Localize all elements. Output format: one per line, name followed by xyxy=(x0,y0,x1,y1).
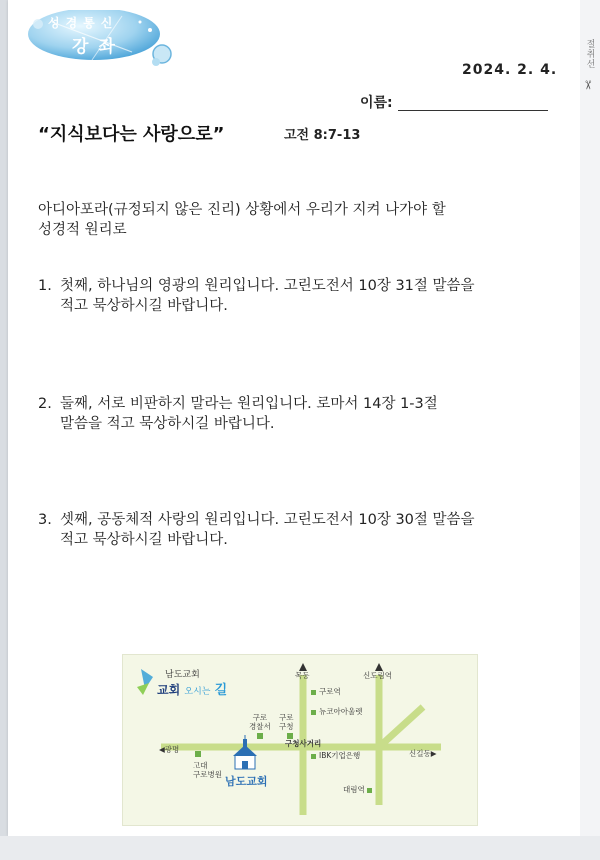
item-number: 1. xyxy=(38,278,52,294)
course-badge-logo xyxy=(22,10,172,68)
map-church-name: 남도교회 xyxy=(225,775,268,788)
map-label-gwangmyeong: ◀광명 xyxy=(159,745,180,754)
map-label-ibk: IBK기업은행 xyxy=(311,751,360,760)
lesson-title: “지식보다는 사랑으로” xyxy=(38,124,225,145)
map-title-c: 길 xyxy=(214,683,228,698)
bottom-margin xyxy=(0,836,600,860)
item-line-2: 말씀을 적고 묵상하시길 바랍니다. xyxy=(60,416,275,432)
item-line-2: 적고 묵상하시길 바랍니다. xyxy=(60,298,228,314)
map-marker xyxy=(311,754,316,759)
list-item xyxy=(38,394,558,434)
intro-text xyxy=(38,200,538,240)
item-line-1: 둘째, 서로 비판하지 말라는 원리입니다. 로마서 14장 1-3절 xyxy=(60,396,438,412)
item-line-1: 셋째, 공동체적 사랑의 원리입니다. 고린도전서 10장 30절 말씀을 xyxy=(60,512,475,528)
map-marker-police xyxy=(257,733,263,739)
map-label-guro-station: 구로역 xyxy=(311,687,341,696)
item-number: 3. xyxy=(38,512,52,528)
map-label-hospital: 고대 구로병원 xyxy=(193,761,222,779)
badge-top-text: 성경통신 xyxy=(48,16,119,30)
item-line-2: 적고 묵상하시길 바랍니다. xyxy=(60,532,228,548)
church-icon xyxy=(233,735,257,769)
intro-line-1: 아디아포라(규정되지 않은 진리) 상황에서 우리가 지켜 나가야 할 xyxy=(38,202,446,218)
map-label-police: 구로 경찰서 xyxy=(249,713,271,731)
map-marker xyxy=(311,690,316,695)
map-label-sindorim: 신도림역 xyxy=(363,671,392,680)
map-label-newcore: 뉴코아아울렛 xyxy=(311,707,362,716)
list-item xyxy=(38,276,558,316)
map-title xyxy=(157,679,227,698)
map-label-crossroad: 구청사거리 xyxy=(285,739,322,748)
cut-strip xyxy=(580,0,600,860)
map-label-mokdong: 목동 xyxy=(295,671,310,680)
cut-line-label: 절취선 xyxy=(586,40,596,70)
list-item xyxy=(38,510,558,550)
map-label-office: 구로 구청 xyxy=(279,713,294,731)
scissor-icon: ✂ xyxy=(581,79,596,91)
map-marker xyxy=(311,710,316,715)
item-line-1: 첫째, 하나님의 영광의 원리입니다. 고린도전서 10장 31절 말씀을 xyxy=(60,278,475,294)
scripture-reference: 고전 8:7-13 xyxy=(284,128,361,143)
item-number: 2. xyxy=(38,396,52,412)
map-label-daerim: 대림역 xyxy=(343,785,375,794)
date: 2024. 2. 4. xyxy=(462,62,558,78)
church-directions-map xyxy=(122,654,478,826)
map-title-a: 교회 xyxy=(157,683,181,697)
map-label-singil: 신길동▶ xyxy=(409,749,437,758)
map-church-label: 남도교회 xyxy=(165,670,200,680)
map-marker xyxy=(367,788,372,793)
badge-bottom-text: 강좌 xyxy=(72,37,125,57)
intro-line-2: 성경적 원리로 xyxy=(38,222,127,238)
name-label: 이름: xyxy=(360,95,393,111)
map-marker-hospital xyxy=(195,751,201,757)
name-field[interactable] xyxy=(398,110,548,111)
map-title-b: 오시는 xyxy=(184,687,211,697)
